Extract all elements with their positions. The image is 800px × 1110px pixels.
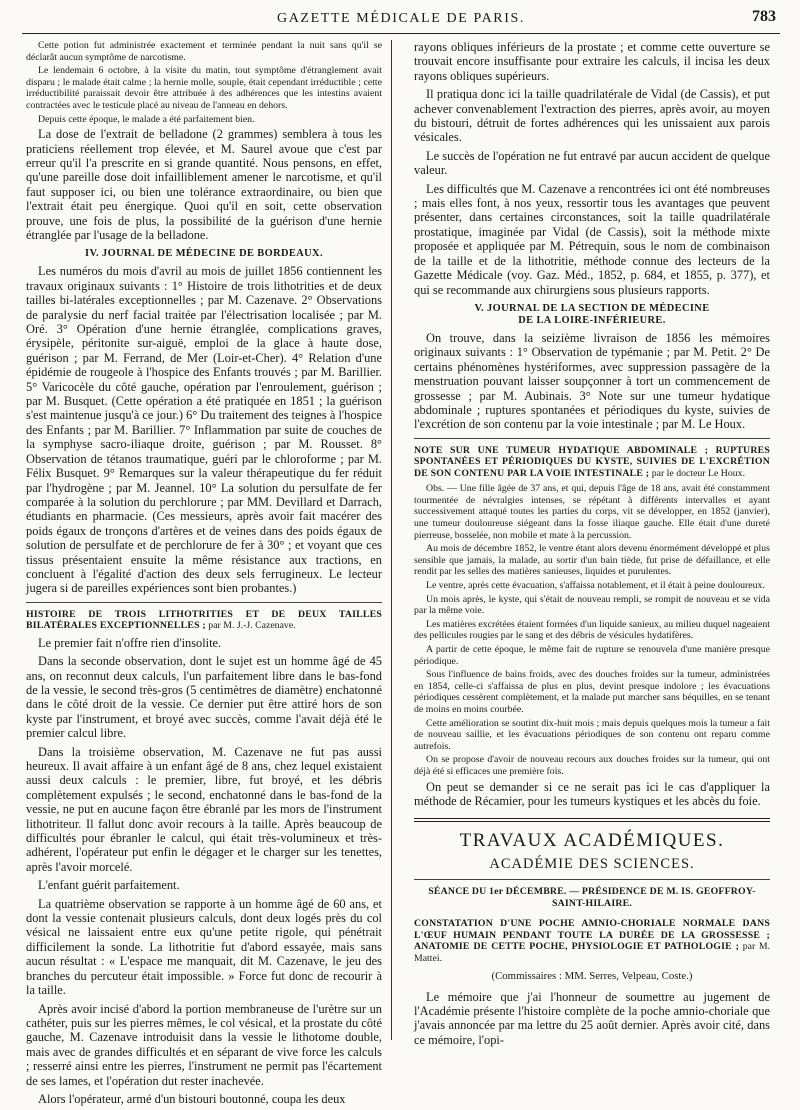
section-rule [26, 602, 382, 603]
paragraph: Cette potion fut administrée exactement et terminée pendant la nuit sans qu'il se déclarât aucun symptôme de narcotisme. [26, 40, 382, 63]
loire-summary [414, 331, 770, 432]
commentary-block [26, 127, 382, 242]
paragraph: Après avoir incisé d'abord la portion membraneuse de l'urètre sur un cathéter, puis sur les pierres mêmes, le col vésical, et la prostate du côté gauche, M. Cazenave introduisit dans la vessie le lithotome double, mais avec de grandes difficultés et en séparant de vive force les calculs ; resserré ainsi entre les pierres, l'instrument ne permit pas l'écartement de ses lames, et l'opération dut rester inachevée. [26, 1001, 382, 1088]
double-rule [414, 818, 770, 822]
bordeaux-summary [26, 264, 382, 595]
paragraph: Le premier fait n'offre rien d'insolite. [38, 635, 222, 650]
travaux-heading: TRAVAUX ACADÉMIQUES. [459, 830, 725, 852]
paragraph: Obs. — Une fille âgée de 37 ans, et qui, depuis l'âge de 18 ans, avait été constamment tourmentée de névralgies intenses, se répétant à différents intervalles et ayant successivement attaqué toutes les parties du corps, vit se développer, en 1852 (janvier), une tumeur douloureuse siégeant dans la fosse iliaque gauche. Elle était d'une dureté pierreuse, bosselée, non mobile et mate à la percussion. [414, 483, 770, 541]
article-heading-constatation [414, 918, 770, 964]
paragraph: Le lendemain 6 octobre, à la visite du matin, tout symptôme d'étranglement avait disparu ; le malade était calme ; la hernie molle, souple, était cependant irréductible ; cette irréductibilité paraissait devoir être attribuée à des adhérences que les intestins avaient contractées avec le testicule placé au niveau de l'anneau en dehors. [26, 65, 382, 111]
paragraph: Depuis cette époque, le malade a été parfaitement bien. [38, 113, 255, 125]
article-heading-caps: CONSTATATION D'UNE POCHE AMNIO-CHORIALE NORMALE DANS L'ŒUF HUMAIN PENDANT TOUTE LA DURÉE DE LA GROSSESSE ; ANATOMIE DE CETTE POCHE, PHYSIOLOGIE ET PATHOLOGIE ; [414, 918, 770, 953]
article-author: par M. Mattei. [414, 941, 771, 964]
right-column [414, 40, 770, 1051]
article-author: par M. J.-J. Cazenave. [208, 620, 296, 632]
paragraph: Dans la troisième observation, M. Cazenave ne fut pas aussi heureux. Il avait affaire à un enfant âgé de 8 ans, chez lequel existaient aussi deux calculs : le premier, libre, fut broyé, et les débris complètement expulsés ; le second, enchatonné dans le bas-fond de la vessie, ne put en aucune façon être ébranlé par les mors de l'instrument lithotriteur. Il fallut donc avoir recours à la taille. Après beaucoup de difficultés pour ébranler le calcul, qui était très-volumineux et très-adhérent, l'opérateur put enfin le dégager et le charger sur les tenettes, après l'avoir morcelé. [26, 744, 382, 874]
paragraph: On trouve, dans la seizième livraison de 1856 les mémoires originaux suivants : 1° Observation de typémanie ; par M. Petit. 2° De certains phénomènes hystériformes, avec suppression passagère de la menstruation pouvant laisser soupçonner à tort un commencement de grossesse ; par M. Aubinais. 3° Note sur une tumeur hydatique abdominale ; ruptures spontanées et périodiques du kyste, suivies de l'excrétion de son contenu par la voie intestinale ; par M. Le Houx. [414, 330, 770, 432]
paragraph: Sous l'influence de bains froids, avec des douches froides sur la tumeur, administrées en 1854, celle-ci s'affaissa de plus en plus, devint presque indolore ; les évacuations périodiques cessèrent complètement, et la malade put marcher sans béquilles, en se tenant de moins en moins courbée. [414, 669, 770, 715]
article-author: par le docteur Le Houx. [651, 467, 746, 479]
article-heading-lithotrities [26, 609, 382, 632]
section-title-bordeaux: IV. JOURNAL DE MÉDECINE DE BORDEAUX. [85, 248, 323, 260]
paragraph: La dose de l'extrait de belladone (2 grammes) semblera à tous les praticiens réellement trop élevée, et M. Saurel avoue que c'est par erreur qu'il l'a prescrite en si grande quantité. Nous pensons, en effet, qu'une pareille dose doit infailliblement amener le narcotisme, et qu'il faut supposer ici, ou bien une tolérance extraordinaire, ou bien que l'extrait était peu énergique. Quoi qu'il en soit, cette observation prouve, une fois de plus, la possibilité de la guérison d'une hernie étranglée par l'usage de la belladone. [26, 127, 382, 242]
header-rule [22, 33, 780, 34]
paragraph: Cette amélioration se soutint dix-huit mois ; mais depuis quelques mois la tumeur a fait de nouveau saillie, et les évacuations périodiques de son contenu ont reparu comme autrefois. [414, 717, 770, 752]
article-heading-caps: HISTOIRE DE TROIS LITHOTRITIES ET DE DEUX TAILLES BILATÉRALES EXCEPTIONNELLES ; [26, 608, 382, 632]
section-title-line: DE LA LOIRE-INFÉRIEURE. [518, 314, 666, 326]
page-number: 783 [752, 8, 776, 25]
paragraph: Les matières excrétées étaient formées d'un liquide sanieux, au milieu duquel nageaient des pellicules rougies par le sang et des débris de vésicules hydatifères. [414, 618, 770, 642]
section-title-loire [414, 303, 770, 327]
observation-block [414, 483, 770, 777]
column-divider [391, 40, 392, 1040]
paragraph: Le ventre, après cette évacuation, s'affaissa notablement, et il était à peine douloureux. [426, 580, 765, 591]
paragraph: On se propose d'avoir de nouveau recours aux douches froides sur la tumeur, qui ont déjà été si efficaces une première fois. [414, 754, 770, 777]
paragraph: Dans la seconde observation, dont le sujet est un homme âgé de 45 ans, on reconnut deux calculs, l'un parfaitement libre dans le bas-fond de la vessie, le second très-gros (5 centimètres de diamètre) enchatonné dans le côté droit de la vessie. Ce dernier put être attiré hors de son kyste par l'instrument, et broyé avec succès, comme l'avait déjà été le premier calcul libre. [26, 654, 382, 741]
section-rule [414, 438, 770, 439]
article-heading-tumeur [414, 445, 770, 480]
paragraph: Les difficultés que M. Cazenave a rencontrées ici ont été nombreuses ; mais elles font, à nos yeux, ressortir tous les avantages que peuvent présenter, dans certaines circonstances, soit la taille quadrilatérale prostatique, imaginée par Vidal (de Cassis), soit la méthode mixte proposée et appliquée par M. Pétrequin, sous le nom de combinaison de la taille et de la lithotritie, méthode connue des lecteurs de la Gazette Médicale (voy. Gaz. Méd., 1852, p. 684, et 1855, p. 377), et qui se recommande aux chirurgiens sous plusieurs rapports. [414, 181, 770, 297]
lithotrities-continued [414, 40, 770, 297]
article-heading-caps: NOTE SUR UNE TUMEUR HYDATIQUE ABDOMINALE ; RUPTURES SPONTANÉES ET PÉRIODIQUES DU KYSTE, SUIVIES DE L'EXCRÉTION DE SON CONTENU PAR LA VOIE INTESTINALE ; [414, 444, 770, 479]
paragraph: On peut se demander si ce ne serait pas ici le cas d'appliquer la méthode de Récamier, pour les tumeurs kystiques et les abcès du foie. [414, 779, 770, 808]
paragraph: L'enfant guérit parfaitement. [38, 878, 180, 893]
seance-line: SÉANCE DU 1er DÉCEMBRE. — PRÉSIDENCE DE M. IS. GEOFFROY-SAINT-HILAIRE. [428, 886, 756, 910]
section-title-line: V. JOURNAL DE LA SECTION DE MÉDECINE [474, 302, 710, 314]
small-print-block [26, 40, 382, 125]
paragraph: Le mémoire que j'ai l'honneur de soumettre au jugement de l'Académie présente l'histoire complète de la poche amnio-choriale que j'avais annoncée par ma lettre du 25 août dernier. Après avoir cité, dans ce mémoire, l'opi- [414, 989, 770, 1047]
paragraph: Il pratiqua donc ici la taille quadrilatérale de Vidal (de Cassis), et put achever convenablement l'extraction des pierres, après avoir, au moyen du bistouri, détruit de fortes adhérences qui les unissaient aux parois vésicales. [414, 87, 770, 145]
paragraph: Les numéros du mois d'avril au mois de juillet 1856 contiennent les travaux originaux suivants : 1° Histoire de trois lithotrities et de deux tailles bi-latérales exceptionnelles ; par M. Cazenave. 2° Observations de paralysie du nerf facial traitée par l'électrisation localisée ; par M. Oré. 3° Opération d'une hernie étranglée, complications graves, érysipèle, péritonite sur-aiguë, emploi de la glace à haute dose, guérison ; par M. Ferrand, de Mer (Loir-et-Cher). 4° Relation d'une épidémie de rougeole à l'hospice des Enfants trouvés ; par M. Barillier. 5° Varicocèle du côté gauche, opération par l'enroulement, guérison ; par M. Busquet. (Cette opération a été pratiquée en 1851 ; la guérison s'est maintenue jusqu'à ce jour.) 6° Du traitement des teignes à l'hospice des Enfants ; par M. Barillier. 7° Inflammation par suite de couches de la symphyse sacro-iliaque droite, guérison ; par M. Rousset. 8° Observation de tétanos traumatique, guéri par le chloroforme ; par M. Félix Busquet. 9° Remarques sur la valeur thérapeutique du fer réduit par l'hydrogène ; par M. Jeannel. 10° La solution du persulfate de fer comparée à la solution du perchlorure ; par MM. Devillard et Darrach, étudiants en pharmacie. (Ces messieurs, après avoir fait macérer des poids égaux de tronçons d'artères et de veines dans des poids égaux de solution de persulfate et de perchlorure de fer à 30° ; et voyant que ces tissus présentaient ensuite la même résistance aux tractions, en concluent à l'égalité d'action des deux sels ferrugineux. Le lecteur jugera si de pareilles expériences sont bien probantes.) [26, 264, 382, 596]
lithotrities-article [26, 636, 382, 1107]
paragraph: rayons obliques inférieurs de la prostate ; et comme cette ouverture se trouvait encore insuffisante pour extraire les calculs, il incisa les deux rayons obliques supérieurs. [414, 40, 770, 83]
commissaires-line: (Commissaires : MM. Serres, Velpeau, Coste.) [491, 970, 693, 983]
page-header [22, 6, 780, 34]
paragraph: Au mois de décembre 1852, le ventre étant alors devenu énormément développé et plus sensible que jamais, la malade, au sortir d'un bain tiède, fut prise de défaillance, et elle rendit par les selles des matières sanieuses, liquides et purulentes. [414, 543, 770, 578]
paragraph: Le succès de l'opération ne fut entravé par aucun accident de quelque valeur. [414, 148, 770, 178]
academie-heading: ACADÉMIE DES SCIENCES. [489, 856, 695, 873]
running-title: GAZETTE MÉDICALE DE PARIS. [277, 11, 525, 26]
paragraph: Alors l'opérateur, armé d'un bistouri boutonné, coupa les deux [38, 1091, 346, 1106]
paragraph: La quatrième observation se rapporte à un homme âgé de 60 ans, et dont la vessie contenait plusieurs calculs, dont deux logés près du col vésical ne laissaient entre eux qu'une petite rigole, qui pénétrait difficilement la sonde. La lithotritie fut d'abord essayée, mais sans aucun résultat : « L'espace me manquait, dit M. Cazenave, le jeu des branches du percuteur était impossible. » Force fut donc de recourir à la taille. [26, 896, 382, 998]
paragraph: Un mois après, le kyste, qui s'était de nouveau rempli, se rompit de nouveau et se vida par la même voie. [414, 593, 770, 617]
closing-remark [414, 780, 770, 809]
left-column [26, 40, 382, 1110]
memoire-text [414, 990, 770, 1048]
section-rule [414, 879, 770, 880]
paragraph: A partir de cette époque, le même fait de rupture se renouvela d'une manière presque périodique. [414, 643, 770, 667]
